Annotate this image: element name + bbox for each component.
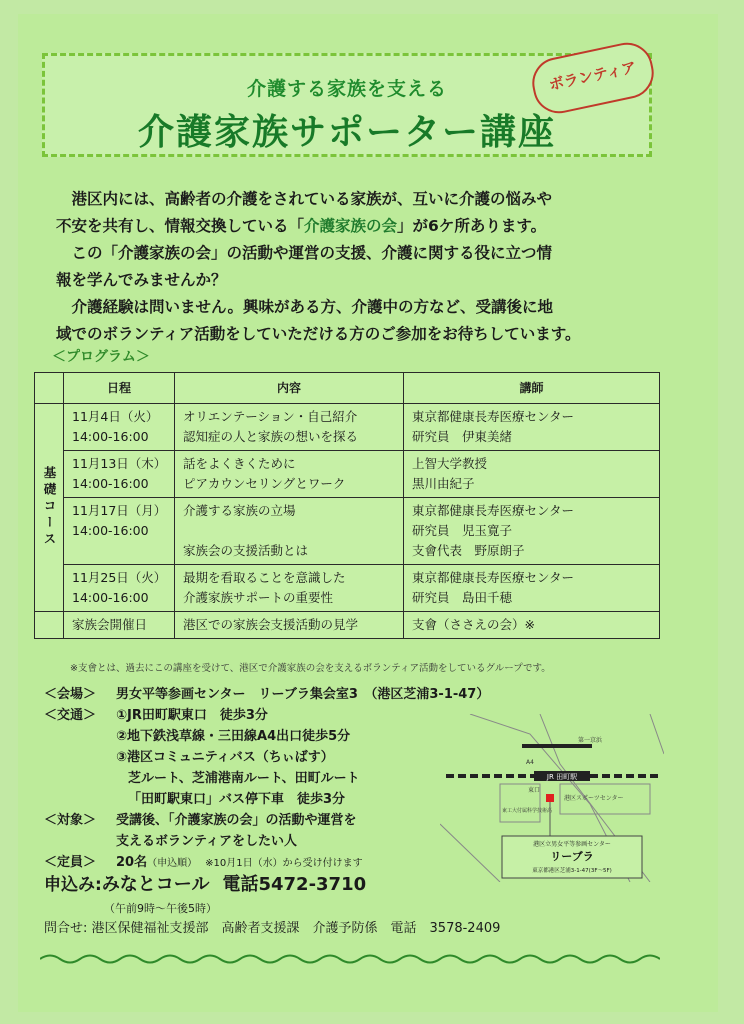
session-date [64, 565, 175, 612]
program-table [34, 372, 660, 639]
date-text: 11月4日（火） [72, 409, 159, 424]
intro-line: 」が6ケ所あります。 [397, 217, 547, 235]
access-row [44, 705, 268, 726]
content-line: 認知症の人と家族の想いを探る [183, 429, 359, 444]
date-text: 11月17日（月） [72, 503, 167, 518]
school-label: 東工大付属科学技術高 [502, 808, 553, 814]
lecturer-line: 研究員 伊東美緒 [412, 429, 513, 444]
intro-line: 域でのボランティア活動をしていただける方のご参加をお待ちしています。 [56, 325, 581, 343]
title-subtitle: 介護する家族を支える [246, 78, 447, 100]
empty-course-cell [35, 612, 64, 639]
intro-line: 港区内には、高齢者の介護をされている家族が、互いに介護の悩みや [71, 190, 553, 208]
time-text: 14:00-16:00 [72, 476, 149, 491]
exit-a4-label: A4 [526, 759, 534, 766]
capacity-label: ＜定員＞ [44, 855, 97, 870]
target-row [44, 810, 357, 831]
apply-row [44, 874, 366, 897]
date-text: 11月25日（火） [72, 570, 167, 585]
session-content [175, 565, 404, 612]
time-text: 14:00-16:00 [72, 590, 149, 605]
access-line: 芝ルート、芝浦港南ルート、田町ルート [128, 771, 360, 786]
exit-east-label: 東口 [528, 787, 541, 794]
lecturer-line: 東京都健康長寿医療センター [412, 503, 575, 518]
lecturer-line: 支會代表 野原朗子 [412, 543, 525, 558]
capacity-date: ※10月1日（水）から受け付けます [205, 858, 363, 869]
intro-line: 報を学んでみませんか？ [56, 271, 227, 289]
venue-text: 男女平等参画センター リーブラ集会室3 （港区芝浦3-1-47） [116, 687, 490, 702]
session-lecturer [404, 498, 660, 565]
table-header-course [35, 373, 64, 404]
capacity-row [44, 852, 363, 874]
center-address: 東京都港区芝浦3-1-47(3F～5F) [532, 868, 612, 874]
center-name: 港区立男女平等参画センター [533, 841, 611, 848]
map-road [440, 824, 500, 882]
extra-lecturer: 支會（ささえの会）※ [404, 612, 660, 639]
table-row [35, 404, 660, 451]
capacity-note: （申込順） [147, 858, 193, 869]
program-note: ※支會とは、過去にこの講座を受けて、港区で介護家族の会を支えるボランティア活動をしているグループです。 [70, 663, 551, 674]
access-map [440, 714, 664, 882]
station-label: JR 田町駅 [546, 773, 578, 781]
lecturer-line: 東京都健康長寿医療センター [412, 409, 575, 424]
sports-label: 港区スポーツセンター [564, 795, 624, 802]
session-lecturer [404, 404, 660, 451]
intro-line: 不安を共有し、情報交換している「 [56, 217, 305, 235]
content-line: オリエンテーション・自己紹介 [183, 409, 358, 424]
session-date [64, 498, 175, 565]
table-row-extra [35, 612, 660, 639]
map-road [650, 714, 664, 754]
lecturer-line: 上智大学教授 [412, 456, 488, 471]
program-label: ＜プログラム＞ [52, 349, 150, 365]
intro-text [56, 186, 676, 348]
target-line: 支えるボランティアをしたい人 [116, 834, 297, 849]
volunteer-stamp: ボランティア [528, 38, 659, 118]
table-row [35, 451, 660, 498]
lecturer-line: 研究員 島田千穂 [412, 590, 513, 605]
access-line: 「田町駅東口」バス停下車 徒歩3分 [128, 792, 346, 807]
access-line: ③港区コミュニティバス（ちぃばす） [116, 750, 334, 765]
session-content [175, 404, 404, 451]
time-text: 14:00-16:00 [72, 523, 149, 538]
table-row [35, 565, 660, 612]
venue-marker [546, 794, 554, 802]
intro-highlight: 介護家族の会 [304, 217, 398, 235]
content-line: 介護家族サポートの重要性 [183, 590, 334, 605]
table-row [35, 498, 660, 565]
session-date [64, 451, 175, 498]
page-title: 介護家族サポーター講座 [137, 112, 556, 153]
apply-org: みなとコール [101, 874, 210, 895]
access-label: ＜交通＞ [44, 708, 97, 723]
content-line: 介護する家族の立場 [183, 503, 296, 518]
table-header-content: 内容 [175, 373, 404, 404]
content-line: ピアカウンセリングとワーク [183, 476, 346, 491]
target-line: 受講後、「介護家族の会」の活動や運営を [116, 813, 357, 828]
decorative-wave [40, 952, 660, 966]
contact-label: 問合せ: [44, 921, 88, 936]
table-header-lecturer: 講師 [404, 373, 660, 404]
venue-label: ＜会場＞ [44, 687, 97, 702]
session-lecturer [404, 451, 660, 498]
date-text: 11月13日（木） [72, 456, 167, 471]
session-content [175, 451, 404, 498]
lecturer-line: 研究員 児玉寛子 [412, 523, 513, 538]
session-content [175, 498, 404, 565]
contact-row [44, 918, 500, 939]
session-date [64, 404, 175, 451]
table-header-row [35, 373, 660, 404]
content-line: 話をよくきくために [183, 456, 296, 471]
apply-tel: 電話5472-3710 [222, 874, 367, 895]
access-line: ①JR田町駅東口 徒歩3分 [116, 708, 268, 723]
road-label: 第一京浜 [578, 737, 603, 744]
session-lecturer [404, 565, 660, 612]
target-label: ＜対象＞ [44, 813, 97, 828]
content-line: 最期を看取ることを意識した [183, 570, 346, 585]
extra-content: 港区での家族会支援活動の見学 [175, 612, 404, 639]
intro-line: この「介護家族の会」の活動や運営の支援、介護に関する役に立つ情 [71, 244, 553, 262]
lecturer-line: 東京都健康長寿医療センター [412, 570, 575, 585]
time-text: 14:00-16:00 [72, 429, 149, 444]
intro-line: 介護経験は問いません。興味がある方、介護中の方など、受講後に地 [71, 298, 553, 316]
apply-hours: （午前9時～午後5時） [104, 902, 217, 915]
content-line: 家族会の支援活動とは [183, 543, 309, 558]
capacity-value: 20名 [116, 855, 148, 870]
map-road-bar [522, 744, 592, 748]
contact-text: 港区保健福祉支援部 高齢者支援課 介護予防係 電話 3578-2409 [91, 921, 501, 936]
lecturer-line: 黒川由紀子 [412, 476, 475, 491]
extra-date: 家族会開催日 [64, 612, 175, 639]
apply-label: 申込み: [44, 875, 102, 895]
course-label: 基礎コース [35, 404, 64, 612]
spacer [183, 521, 395, 541]
table-header-date: 日程 [64, 373, 175, 404]
venue-row [44, 684, 489, 705]
access-line: ②地下鉄浅草線・三田線A4出口徒歩5分 [116, 729, 351, 744]
center-brand: リーブラ [550, 850, 594, 863]
